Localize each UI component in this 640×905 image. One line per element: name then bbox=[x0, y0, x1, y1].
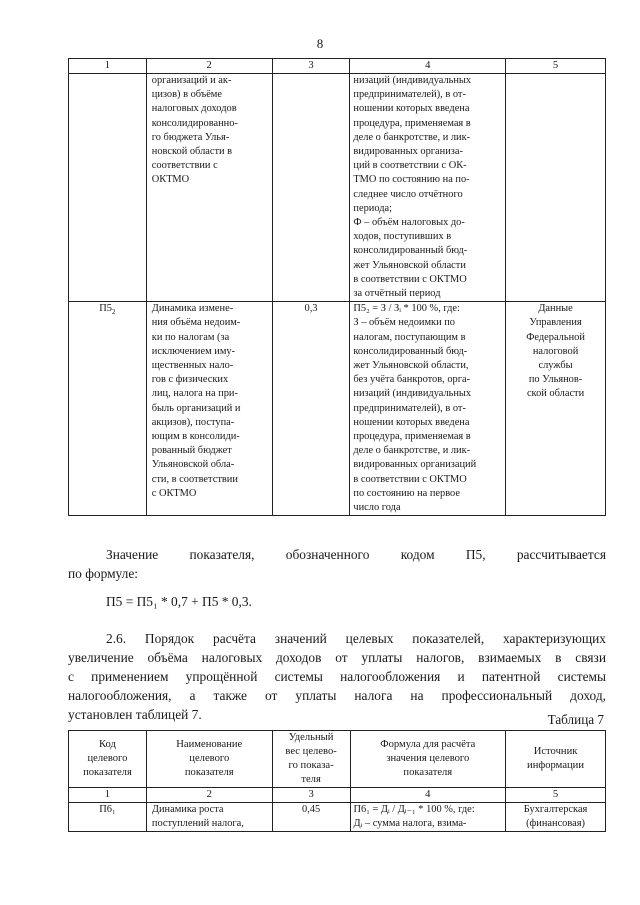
source-cell: Данные Управления Федеральной налоговой службы по Ульянов- ской области bbox=[506, 302, 606, 516]
table-row bbox=[69, 803, 606, 832]
table-header-row bbox=[69, 731, 606, 788]
formula-cell: П5₂ = З / Зᵢ * 100 %, где: З – объём недоимки по налогам, поступающим в консолидированный бюд- жет Ульяновской области, без учёта банкротов, орга- низаций (индивидуальных предпринимателей), в от- ношении которых введена процедура, применяемая в деле о банкротстве, и лик- видированных организаций в соответствии с ОКТМО по состоянию на первое число года bbox=[350, 302, 506, 516]
table-row bbox=[69, 74, 606, 302]
column-header: Формула для расчёта значения целевого показателя bbox=[350, 731, 506, 788]
column-number: 4 bbox=[350, 788, 506, 803]
paragraph-formula-intro-cont: по формуле: bbox=[68, 566, 138, 581]
column-number: 3 bbox=[272, 788, 350, 803]
table-row bbox=[69, 302, 606, 516]
column-number: 1 bbox=[69, 59, 147, 74]
column-number: 5 bbox=[506, 788, 606, 803]
column-header: Наименование целевого показателя bbox=[146, 731, 272, 788]
column-number: 2 bbox=[146, 788, 272, 803]
column-number: 3 bbox=[272, 59, 350, 74]
indicator-name-cell: Динамика роста поступлений налога, bbox=[146, 803, 272, 832]
formula-cell: низаций (индивидуальных предпринимателей), в от- ношении которых введена процедура, применяемая в деле о банкротстве, и лик- видированных организа- ций в соответствии с ОК- ТМО по состоянию на по- следнее число отчётного периода; Ф – объём налоговых до- ходов, поступивших в консолидированный бюд- жет Ульяновской области в соответствии с ОКТМО за отчётный период bbox=[350, 74, 506, 302]
column-number: 1 bbox=[69, 788, 147, 803]
column-number: 2 bbox=[146, 59, 272, 74]
table-6-continuation bbox=[68, 58, 606, 516]
weight-cell: 0,45 bbox=[272, 803, 350, 832]
paragraph-2-6-line: установлен таблицей 7. bbox=[68, 707, 202, 722]
paragraph-2-6-line: 2.6. Порядок расчёта значений целевых показателей, характеризующих bbox=[106, 631, 606, 646]
column-header: Удельный вес целево- го показа- теля bbox=[272, 731, 350, 788]
column-number-row bbox=[69, 788, 606, 803]
column-header: Код целевого показателя bbox=[69, 731, 147, 788]
paragraph-2-6-line: с применением упрощённой системы налогообложения и патентной системы bbox=[68, 669, 606, 684]
main-formula: П5 = П5₁ * 0,7 + П5 * 0,3. bbox=[106, 594, 252, 609]
column-header: Источник информации bbox=[506, 731, 606, 788]
column-number: 4 bbox=[350, 59, 506, 74]
table-caption: Таблица 7 bbox=[547, 712, 604, 727]
formula-cell: П6₁ = Дᵢ / Дᵢ₋₁ * 100 %, где: Дᵢ – сумма налога, взима- bbox=[350, 803, 506, 832]
paragraph-2-6-line: увеличение объёма налоговых доходов от уплаты налогов, взимаемых в связи bbox=[68, 650, 606, 665]
page-number: 8 bbox=[316, 36, 324, 51]
indicator-name-cell: Динамика измене- ния объёма недоим- ки по налогам (за исключением иму- щественных нало- гов с физических лиц, налога на при- быль организаций и акцизов), поступа- ющим в консолиди- рованный бюджет Ульяновской обла- сти, в соответствии с ОКТМО bbox=[146, 302, 272, 516]
paragraph-formula-intro: Значение показателя, обозначенного кодом П5, рассчитывается bbox=[106, 547, 606, 562]
source-cell: Бухгалтерская (финансовая) bbox=[506, 803, 606, 832]
indicator-code-cell: П6₁ bbox=[69, 803, 147, 832]
weight-cell: 0,3 bbox=[272, 302, 350, 516]
paragraph-2-6-line: налогообложения, а также от уплаты налога на профессиональный доход, bbox=[68, 688, 606, 703]
indicator-name-cell: организаций и ак- цизов) в объёме налоговых доходов консолидированно- го бюджета Улья- новской области в соответствии с ОКТМО bbox=[146, 74, 272, 302]
indicator-code-cell: $П5_2$ bbox=[69, 302, 147, 516]
column-number-row bbox=[69, 59, 606, 74]
column-number: 5 bbox=[506, 59, 606, 74]
table-7 bbox=[68, 730, 606, 832]
